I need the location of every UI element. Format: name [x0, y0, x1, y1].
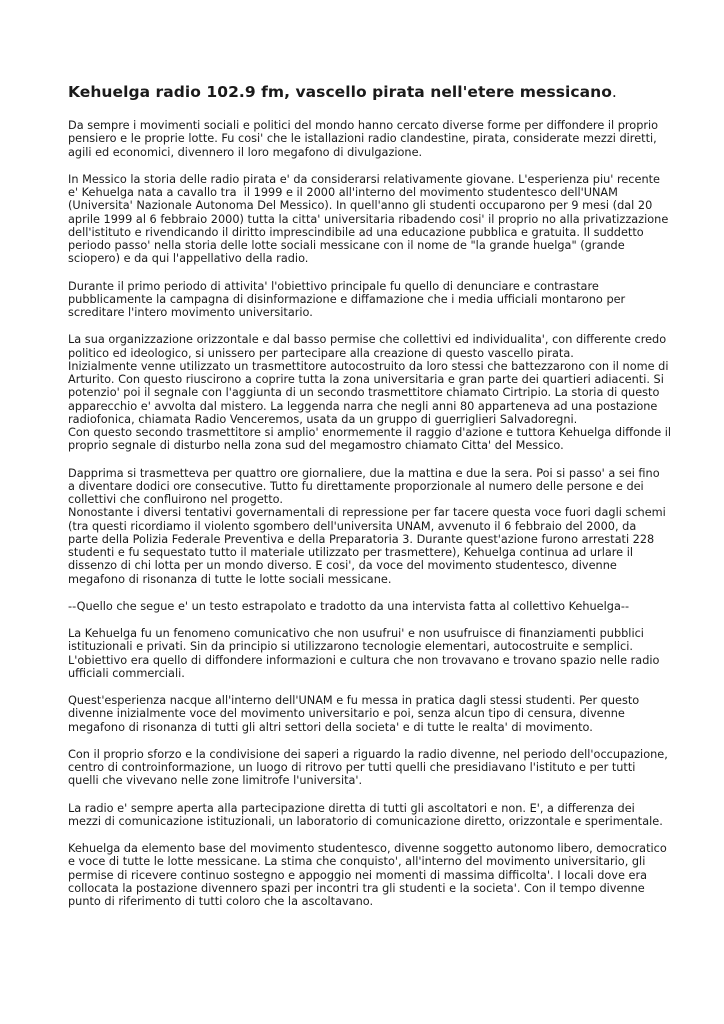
paragraph: [68, 802, 686, 829]
document-title: [68, 82, 686, 102]
text-line: Dapprima si trasmetteva per quattro ore giornaliere, due la mattina e due la sera. Poi si passo' a sei fino: [68, 466, 660, 480]
text-line: Quest'esperienza nacque all'interno dell'UNAM e fu messa in pratica dagli stessi studenti. Per questo: [68, 694, 640, 707]
text-line: radiofonica, chiamata Radio Venceremos, usata da un gruppo di guerriglieri Salvadoregni.: [68, 412, 578, 426]
text-line: Con questo secondo trasmettitore si amplio' enormemente il raggio d'azione e tuttora Kehuelga diffonde il: [68, 426, 672, 439]
paragraph: [68, 333, 686, 452]
text-line: quelli che vivevano nelle zone limitrofe l'universita'.: [68, 774, 363, 788]
text-line: (tra questi ricordiamo il violento sgombero dell'universita UNAM, avvenuto il 6 febbraio del 2000, da: [68, 519, 637, 533]
text-line: dissenzo di chi lotta per un mondo diverso. E cosi', da voce del movimento studentesco, divenne: [68, 559, 617, 573]
text-line: e voce di tutte le lotte messicane. La stima che conquisto', all'interno del movimento universitario, gli: [68, 855, 646, 869]
paragraph: [68, 600, 686, 613]
document-title-text: Kehuelga radio 102.9 fm, vascello pirata nell'etere messicano: [68, 83, 612, 101]
text-line: pubblicamente la campagna di disinformazione e diffamazione che i media ufficiali montarono per: [68, 292, 626, 306]
text-line: potenzio' poi il segnale con l'aggiunta di un secondo trasmettitore chiamato Cirtripio. La storia di questo: [68, 386, 660, 400]
paragraph: [68, 694, 686, 734]
text-line: studenti e fu sequestato tutto il materiale utilizzato per trasmettere), Kehuelga continua ad urlare il: [68, 546, 633, 559]
text-line: punto di riferimento di tutti coloro che la ascoltavano.: [68, 895, 374, 908]
text-line: istituzionali e privati. Sin da principio si utilizzarono tecnologie elementari, autocostruite e semplici.: [68, 640, 633, 654]
text-line: Nonostante i diversi tentativi governamentali di repressione per far tacere questa voce fuori dagli schemi: [68, 506, 666, 520]
text-line: Durante il primo periodo di attivita' l'obiettivo principale fu quello di denunciare e contrastare: [68, 279, 599, 293]
paragraph: [68, 280, 686, 320]
text-line: Con il proprio sforzo e la condivisione dei saperi a riguardo la radio divenne, nel periodo dell'occupazione,: [68, 747, 668, 761]
text-line: politico ed ideologico, si unissero per partecipare alla creazione di questo vascello pirata.: [68, 346, 574, 360]
text-line: a diventare dodici ore consecutive. Tutto fu direttamente proporzionale al numero delle persone e dei: [68, 479, 644, 493]
text-line: permise di ricevere continuo sostegno e appoggio nei momenti di massima difficolta'. I locali dove era: [68, 868, 648, 882]
text-line: La radio e' sempre aperta alla partecipazione diretta di tutti gli ascoltatori e non. E', a differenza dei: [68, 801, 635, 815]
text-line: ufficiali commerciali.: [68, 666, 185, 680]
text-line: proprio segnale di disturbo nella zona sud del megamostro chiamato Citta' del Messico.: [68, 439, 564, 453]
text-line: sciopero) e da qui l'appellativo della radio.: [68, 252, 309, 266]
text-line: collettivi che confluirono nel progetto.: [68, 493, 283, 506]
text-line: --Quello che segue e' un testo estrapolato e tradotto da una intervista fatta al collettivo Kehuelga--: [68, 599, 630, 613]
paragraph: [68, 467, 686, 586]
paragraph: [68, 627, 686, 680]
text-line: divenne inizialmente voce del movimento universitario e poi, senza alcun tipo di censura, divenne: [68, 707, 625, 721]
text-line: megafono di risonanza di tutte le lotte sociali messicane.: [68, 572, 392, 586]
text-line: La Kehuelga fu un fenomeno comunicativo che non usufrui' e non usufruisce di finanziamenti pubblici: [68, 627, 644, 640]
text-line: Da sempre i movimenti sociali e politici del mondo hanno cercato diverse forme per diffondere il proprio: [68, 119, 659, 132]
paragraph: [68, 119, 686, 159]
text-line: megafono di risonanza di tutti gli altri settori della societa' e di tutte le realta' di movimento.: [68, 720, 593, 734]
paragraph: [68, 748, 686, 788]
text-line: apparecchio e' avvolta dal mistero. La leggenda narra che negli anni 80 apparteneva ad una postazione: [68, 399, 658, 413]
text-line: Inizialmente venne utilizzato un trasmettitore autocostruito da loro stessi che battezzarono con il nome di: [68, 359, 669, 373]
paragraph: [68, 842, 686, 908]
document-title-end: .: [611, 83, 617, 101]
paragraph: [68, 173, 686, 266]
text-line: In Messico la storia delle radio pirata e' da considerarsi relativamente giovane. L'esperienza piu' recente: [68, 172, 660, 186]
document-page: [68, 82, 686, 922]
text-line: Arturito. Con questo riuscirono a coprire tutta la zona universitaria e gran parte dei quartieri adiacenti. Si: [68, 373, 664, 386]
text-line: centro di controinformazione, un luogo di ritrovo per tutti quelli che presidiavano l'istituto e per tutti: [68, 761, 636, 774]
text-line: screditare l'intero movimento universitario.: [68, 306, 313, 319]
text-line: agili ed economici, divennero il loro megafono di divulgazione.: [68, 145, 423, 159]
text-line: L'obiettivo era quello di diffondere informazioni e cultura che non trovavano e trovano spazio nelle radio: [68, 653, 660, 667]
document-body: [68, 119, 686, 908]
text-line: Kehuelga da elemento base del movimento studentesco, divenne soggetto autonomo libero, democratico: [68, 842, 667, 855]
text-line: periodo passo' nella storia delle lotte sociali messicane con il nome de "la grande huelga" (grande: [68, 239, 625, 252]
text-line: collocata la postazione divennero spazi per incontri tra gli studenti e la societa'. Con il tempo divenne: [68, 881, 645, 895]
text-line: aprile 1999 al 6 febbraio 2000) tutta la citta' universitaria ribadendo cosi' il proprio no alla privatizzazione: [68, 212, 669, 226]
text-line: e' Kehuelga nata a cavallo tra il 1999 e il 2000 all'interno del movimento studentesco dell'UNAM: [68, 186, 618, 199]
text-line: pensiero e le proprie lotte. Fu cosi' che le istallazioni radio clandestine, pirata, considerate mezzi diretti,: [68, 132, 657, 146]
text-line: La sua organizzazione orizzontale e dal basso permise che collettivi ed individualita', con differente credo: [68, 333, 667, 347]
text-line: parte della Polizia Federale Preventiva e della Preparatoria 3. Durante quest'azione furono arrestati 228: [68, 532, 655, 546]
text-line: dell'istituto e rivendicando il diritto imprescindibile ad una educazione pubblica e gratuita. Il suddetto: [68, 225, 644, 239]
text-line: mezzi di comunicazione istituzionali, un laboratorio di comunicazione diretto, orizzontale e sperimentale.: [68, 814, 663, 828]
text-line: (Universita' Nazionale Autonoma Del Messico). In quell'anno gli studenti occuparono per 9 mesi (dal 20: [68, 199, 653, 213]
